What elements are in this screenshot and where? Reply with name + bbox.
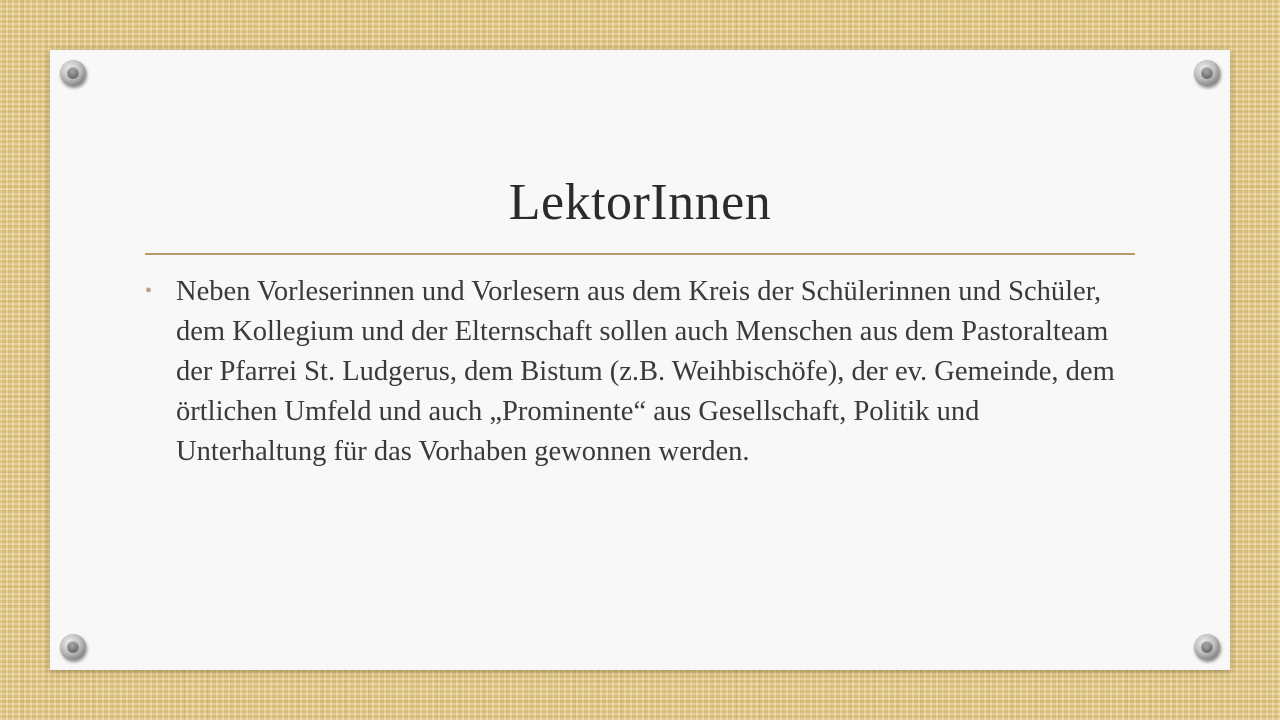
pushpin-icon: [60, 60, 86, 86]
bullet-list: [145, 272, 1115, 472]
bullet-icon: •: [145, 280, 153, 302]
pushpin-icon: [60, 634, 86, 660]
slide-title: LektorInnen: [508, 173, 772, 231]
bullet-item: [145, 272, 1115, 472]
pushpin-icon: [1194, 634, 1220, 660]
title-divider: [145, 253, 1135, 255]
bullet-text: Neben Vorleserinnen und Vorlesern aus dem Kreis der Schülerinnen und Schüler, dem Kollegium und der Elternschaft sollen auch Menschen aus dem Pastoralteam der Pfarrei St. Ludgerus, dem Bistum (z.B. Weihbischöfe), der ev. Gemeinde, dem örtlichen Umfeld und auch „Prominente“ aus Gesellschaft, Politik und Unterhaltung für das Vorhaben gewonnen werden.: [176, 276, 1115, 467]
pushpin-icon: [1194, 60, 1220, 86]
